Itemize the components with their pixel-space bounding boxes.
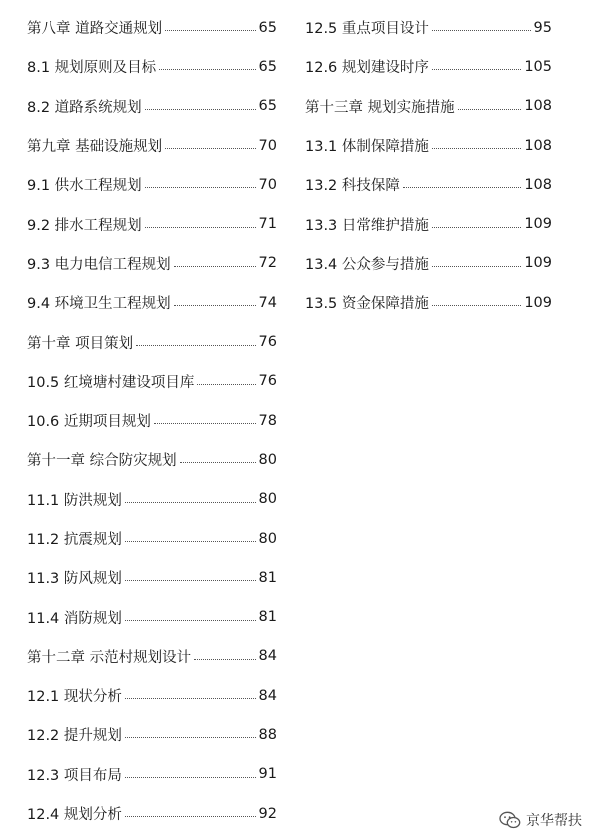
toc-entry-page: 84 <box>258 648 277 665</box>
toc-entry-page: 108 <box>524 137 552 154</box>
toc-entry-title: 11.2 抗震规划 <box>27 532 122 548</box>
toc-entry <box>305 126 552 165</box>
toc-entry <box>27 47 277 86</box>
toc-entry-page: 109 <box>524 255 552 272</box>
toc-dot-leader <box>432 30 531 31</box>
toc-entry-title: 8.1 规划原则及目标 <box>27 60 157 77</box>
toc-entry-title: 13.4 公众参与措施 <box>305 256 429 273</box>
toc-entry <box>27 283 277 322</box>
toc-dot-leader <box>125 580 256 581</box>
toc-dot-leader <box>165 148 255 149</box>
toc-entry-page: 80 <box>258 530 277 547</box>
toc-entry-title: 第十章 项目策划 <box>27 335 134 352</box>
toc-entry <box>305 8 552 47</box>
toc-entry-title: 13.2 科技保障 <box>305 178 400 195</box>
toc-dot-leader <box>432 69 521 70</box>
toc-entry-page: 91 <box>258 766 277 783</box>
toc-entry <box>305 283 552 322</box>
watermark <box>499 810 582 830</box>
toc-dot-leader <box>194 659 255 660</box>
toc-dot-leader <box>180 462 256 463</box>
toc-entry <box>305 47 552 86</box>
toc-dot-leader <box>432 305 521 306</box>
toc-dot-leader <box>432 266 521 267</box>
toc-entry-page: 70 <box>258 176 277 193</box>
toc-entry-title: 13.1 体制保障措施 <box>305 139 429 156</box>
toc-entry-title: 9.3 电力电信工程规划 <box>27 256 171 273</box>
toc-entry <box>305 165 552 204</box>
toc-entry-title: 8.2 道路系统规划 <box>27 99 142 116</box>
toc-entry <box>27 755 277 794</box>
toc-entry-title: 12.2 提升规划 <box>27 728 122 745</box>
toc-entry-page: 71 <box>258 216 277 233</box>
toc-entry <box>27 165 277 204</box>
toc-dot-leader <box>125 698 256 699</box>
watermark-text: 京华帮扶 <box>526 813 582 829</box>
toc-entry-title: 12.5 重点项目设计 <box>305 21 429 38</box>
toc-entry-page: 80 <box>258 491 277 508</box>
toc-entry-page: 78 <box>258 412 277 429</box>
toc-entry-title: 9.1 供水工程规划 <box>27 178 142 195</box>
toc-entry-title: 9.4 环境卫生工程规划 <box>27 296 171 313</box>
toc-entry-page: 95 <box>533 19 552 36</box>
toc-entry-page: 81 <box>258 609 277 626</box>
toc-entry-title: 第十三章 规划实施措施 <box>305 99 455 116</box>
toc-entry-title: 11.3 防风规划 <box>27 571 122 588</box>
toc-entry <box>27 440 277 479</box>
toc-entry-title: 12.6 规划建设时序 <box>305 60 429 77</box>
toc-entry-title: 11.1 防洪规划 <box>27 492 122 509</box>
toc-entry-page: 70 <box>258 137 277 154</box>
toc-entry <box>27 126 277 165</box>
toc-dot-leader <box>154 423 256 424</box>
toc-entry-page: 109 <box>524 294 552 311</box>
toc-entry-page: 105 <box>524 58 552 75</box>
toc-entry <box>27 597 277 636</box>
toc-entry <box>27 244 277 283</box>
toc-dot-leader <box>145 187 256 188</box>
toc-entry <box>305 87 552 126</box>
toc-entry-title: 10.6 近期项目规划 <box>27 414 151 431</box>
toc-entry <box>27 558 277 597</box>
toc-dot-leader <box>403 187 521 188</box>
toc-entry <box>27 204 277 243</box>
toc-entry-page: 92 <box>258 805 277 822</box>
toc-entry <box>305 244 552 283</box>
toc-entry-page: 108 <box>524 176 552 193</box>
toc-dot-leader <box>174 305 256 306</box>
toc-dot-leader <box>125 541 256 542</box>
toc-right-column <box>305 8 552 322</box>
toc-entry <box>27 519 277 558</box>
toc-entry <box>27 87 277 126</box>
toc-entry-page: 76 <box>258 334 277 351</box>
toc-entry-page: 108 <box>524 98 552 115</box>
toc-left-column <box>27 8 277 833</box>
toc-dot-leader <box>174 266 256 267</box>
toc-dot-leader <box>159 69 255 70</box>
toc-entry-title: 9.2 排水工程规划 <box>27 217 142 234</box>
toc-entry <box>27 676 277 715</box>
toc-dot-leader <box>125 502 256 503</box>
toc-entry <box>27 637 277 676</box>
toc-dot-leader <box>458 109 522 110</box>
toc-entry-page: 74 <box>258 294 277 311</box>
toc-entry-title: 13.5 资金保障措施 <box>305 296 429 313</box>
toc-entry-title: 第十二章 示范村规划设计 <box>27 649 192 666</box>
toc-dot-leader <box>145 109 256 110</box>
toc-entry <box>305 204 552 243</box>
toc-entry-title: 11.4 消防规划 <box>27 610 122 627</box>
toc-entry-page: 65 <box>258 58 277 75</box>
toc-entry-page: 76 <box>258 373 277 390</box>
toc-entry <box>27 8 277 47</box>
toc-dot-leader <box>125 737 256 738</box>
toc-dot-leader <box>432 227 521 228</box>
toc-dot-leader <box>432 148 521 149</box>
toc-entry-page: 88 <box>258 726 277 743</box>
toc-dot-leader <box>125 777 256 778</box>
toc-entry-page: 72 <box>258 255 277 272</box>
toc-entry <box>27 480 277 519</box>
toc-entry-title: 12.3 项目布局 <box>27 767 122 784</box>
toc-entry-title: 第十一章 综合防灾规划 <box>27 453 177 470</box>
toc-entry <box>27 715 277 754</box>
toc-entry-title: 10.5 红境塘村建设项目库 <box>27 374 195 391</box>
toc-entry-page: 109 <box>524 216 552 233</box>
toc-dot-leader <box>165 30 255 31</box>
toc-entry-page: 65 <box>258 98 277 115</box>
toc-entry-title: 12.1 现状分析 <box>27 689 122 706</box>
toc-entry-page: 84 <box>258 687 277 704</box>
toc-entry-title: 第九章 基础设施规划 <box>27 139 163 156</box>
toc-entry <box>27 322 277 361</box>
toc-entry-page: 80 <box>258 451 277 468</box>
toc-dot-leader <box>197 384 255 385</box>
toc-entry <box>27 401 277 440</box>
toc-dot-leader <box>125 620 256 621</box>
wechat-icon <box>499 811 521 829</box>
toc-entry-page: 65 <box>258 19 277 36</box>
toc-entry-title: 13.3 日常维护措施 <box>305 217 429 234</box>
toc-entry-title: 12.4 规划分析 <box>27 807 122 824</box>
toc-entry-title: 第八章 道路交通规划 <box>27 21 163 38</box>
toc-entry-page: 81 <box>258 569 277 586</box>
toc-dot-leader <box>145 227 256 228</box>
toc-entry <box>27 794 277 833</box>
toc-entry <box>27 362 277 401</box>
toc-dot-leader <box>125 816 256 817</box>
toc-dot-leader <box>136 345 255 346</box>
